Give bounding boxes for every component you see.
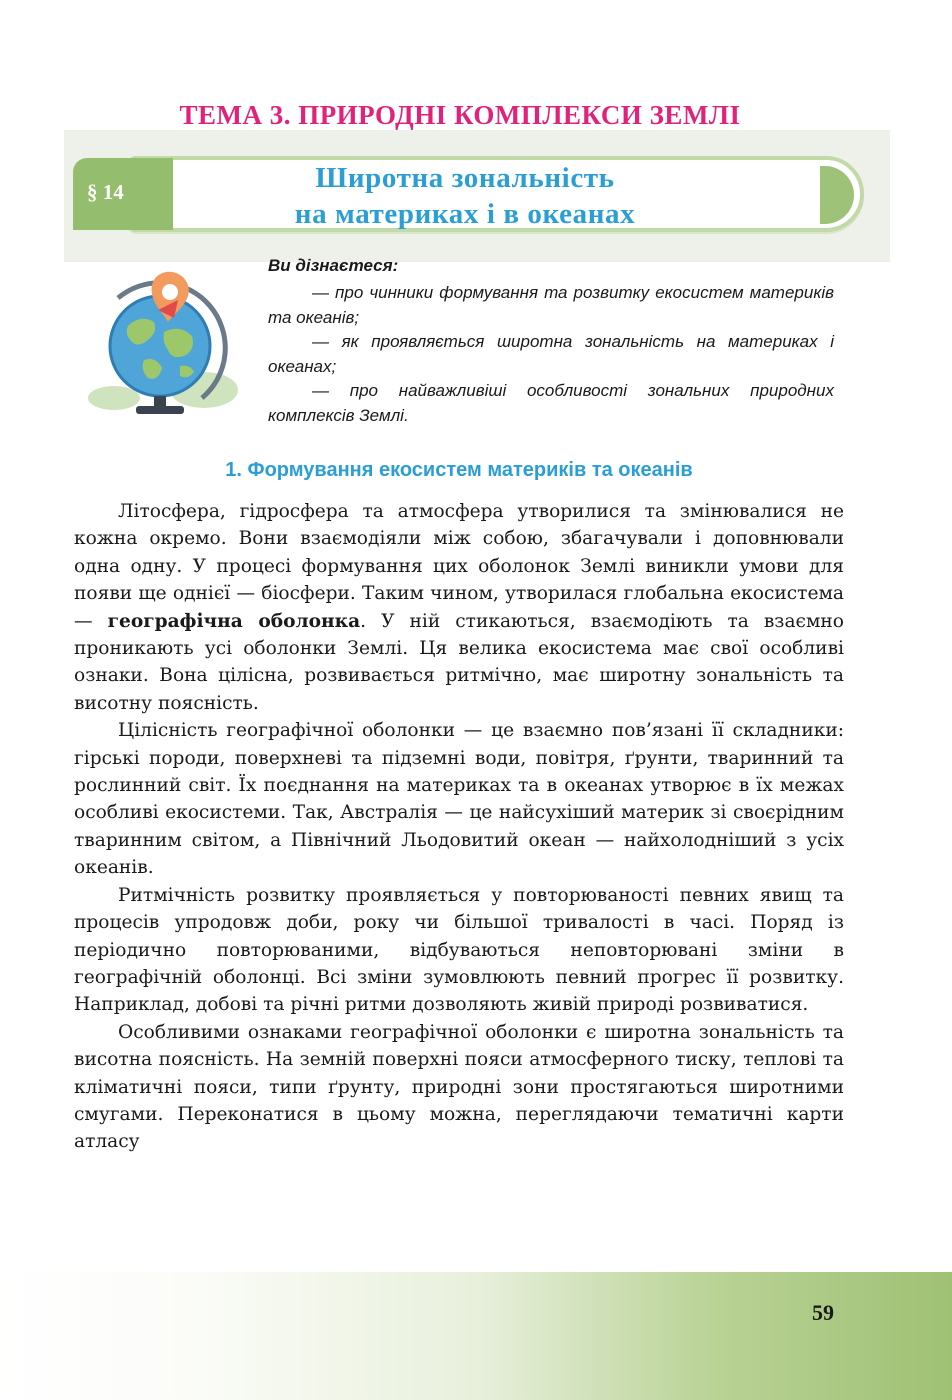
learn-item: — як проявляється широтна зональність на материках і океанах; <box>268 332 834 376</box>
globe-with-pin-icon <box>84 270 254 420</box>
paragraph-4: Особливими ознаками географічної оболонки є широтна зональність та висотна поясність. На земній поверхні пояси атмосферного тиску, теплові та кліматичні пояси, типи ґрунту, природні зони простягаються широтними смугами. Переконатися в цьому можна, переглядаючи тематичні карти атласу <box>74 1021 844 1153</box>
learn-list <box>268 281 834 429</box>
footer-band <box>0 1272 952 1400</box>
section-title-line2: на материках і в океанах <box>294 198 636 230</box>
paragraph-3: Ритмічність розвитку проявляється у повторюваності певних явищ та процесів упродовж доби, року чи більшої тривалості в часі. Поряд із періодично повторюваними, відбуваються неповторювані зміни в географічній оболонці. Всі зміни зумовлюють певний прогрес її розвитку. Наприклад, добові та річні ритми дозволяють живій природі розвиватися. <box>74 884 844 1016</box>
topic-title: ТЕМА 3. ПРИРОДНІ КОМПЛЕКСИ ЗЕМЛІ <box>179 100 741 130</box>
section-title-line1: Широтна зональність <box>315 162 615 194</box>
term-geographic-envelope: географічна оболонка <box>107 610 361 632</box>
paragraph-2: Цілісність географічної оболонки — це взаємно пов’язані її складники: гірські породи, поверхневі та підземні води, повітря, ґрунти, тваринний та рослинний світ. Їх поєднання на материках та в океанах утворює в їх межах особливі екосистеми. Так, Австралія — це найсухіший материк зі своєрідним тваринним світом, а Північний Льодовитий океан — найхолодніший з усіх океанів. <box>74 720 844 879</box>
learn-item: — про чинники формування та розвитку екосистем материків та океанів; <box>268 283 834 327</box>
body-text <box>74 498 844 1156</box>
learn-item: — про найважливіші особливості зональних природних комплексів Землі. <box>268 381 834 425</box>
subheading: 1. Формування екосистем материків та океанів <box>225 459 693 481</box>
page-number: 59 <box>812 1300 834 1325</box>
section-number: § 14 <box>87 180 124 204</box>
paragraph-1-end: . У ній стикаються, взаємодіють та взаємно проникають усі оболонки Землі. Ця велика екосистема має свої особливі ознаки. Вона цілісна, розвивається ритмічно, має широтну зональність та висотну поясність. <box>74 610 844 714</box>
paragraph-1 <box>74 498 844 717</box>
section-title <box>150 160 780 232</box>
paragraph-1-start: Літосфера, гідросфера та атмосфера утворилися та змінювалися не кожна окремо. Вони взаємодіяли між собою, збагачували і доповнювали одна одну. У процесі формування цих оболонок Землі виникли умови для появи ще однієї — біосфери. Таким чином, утворилася глобальна екосистема — <box>74 501 844 632</box>
learn-heading: Ви дізнаєтеся: <box>268 256 399 275</box>
